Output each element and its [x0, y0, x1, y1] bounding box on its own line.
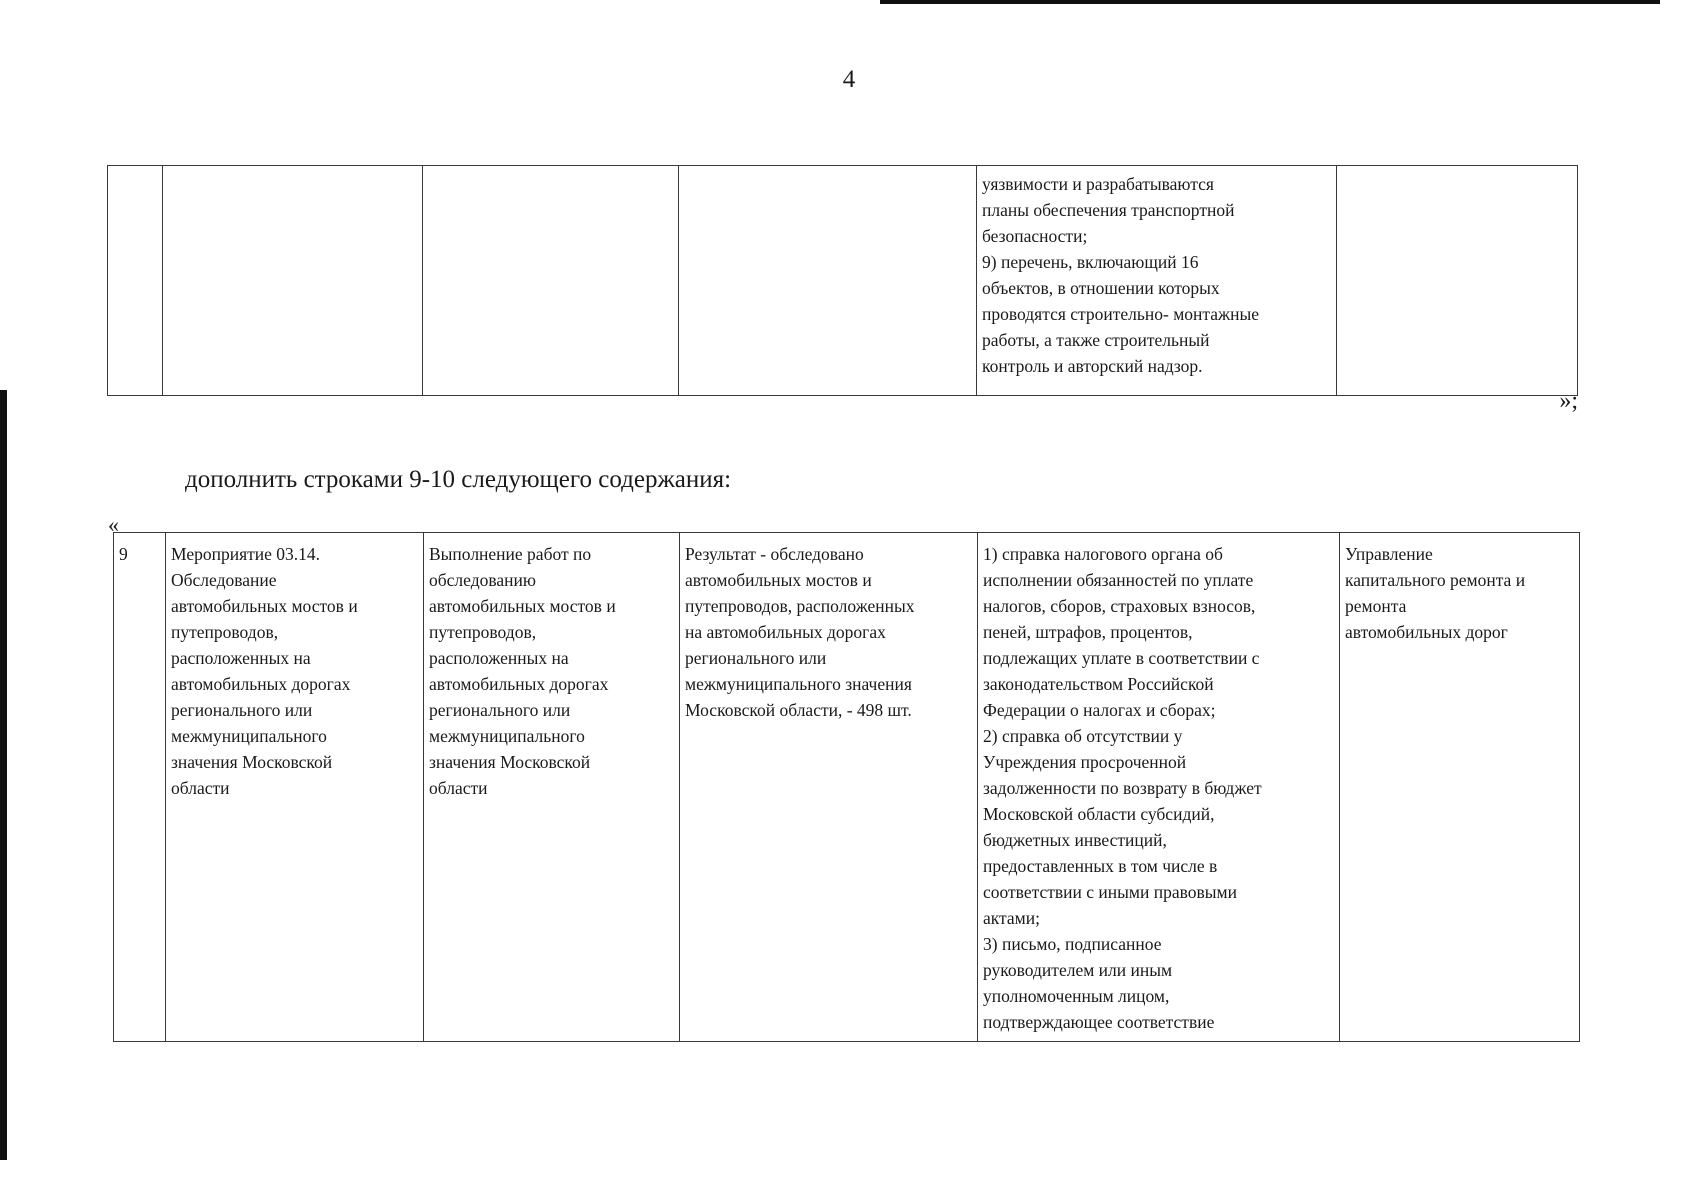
closing-quote: »; [1559, 388, 1578, 414]
scan-border-top [880, 0, 1660, 4]
new-rows-table [113, 532, 1580, 1042]
table-cell-event: Мероприятие 03.14. Обследование автомобильных мостов и путепроводов, расположенных на автомобильных дорогах регионального или межмуниципального значения Московской области [166, 533, 424, 1042]
table-cell-event [163, 166, 423, 396]
table-cell-number [108, 166, 163, 396]
table-cell-result: Результат - обследовано автомобильных мостов и путепроводов, расположенных на автомобильных дорогах регионального или межмуниципального значения Московской области, - 498 шт. [680, 533, 978, 1042]
table-cell-description [423, 166, 679, 396]
table-cell-responsible [1337, 166, 1578, 396]
table-cell-result [679, 166, 977, 396]
continuation-table [107, 165, 1578, 396]
opening-quote: « [108, 512, 119, 537]
table-cell-description: Выполнение работ по обследованию автомобильных мостов и путепроводов, расположенных на автомобильных дорогах регионального или межмуниципального значения Московской области [424, 533, 680, 1042]
page-number: 4 [842, 66, 856, 93]
amendment-intro-text: дополнить строками 9-10 следующего содержания: [185, 466, 732, 493]
table-row [108, 166, 1578, 396]
table-cell-responsible: Управление капитального ремонта и ремонта автомобильных дорог [1340, 533, 1580, 1042]
table-cell-documents: 1) справка налогового органа об исполнении обязанностей по уплате налогов, сборов, страховых взносов, пеней, штрафов, процентов, подлежащих уплате в соответствии с законодательством Российской Федерации о налогах и сборах; 2) справка об отсутствии у Учреждения просроченной задолженности по возврату в бюджет Московской области субсидий, бюджетных инвестиций, предоставленных в том числе в соответствии с иными правовыми актами; 3) письмо, подписанное руководителем или иным уполномоченным лицом, подтверждающее соответствие [978, 533, 1340, 1042]
table-row [114, 533, 1580, 1042]
scan-border-left [0, 390, 7, 1160]
table-cell-documents: уязвимости и разрабатываются планы обеспечения транспортной безопасности; 9) перечень, включающий 16 объектов, в отношении которых проводятся строительно- монтажные работы, а также строительный контроль и авторский надзор. [977, 166, 1337, 396]
table-cell-number: 9 [114, 533, 166, 1042]
